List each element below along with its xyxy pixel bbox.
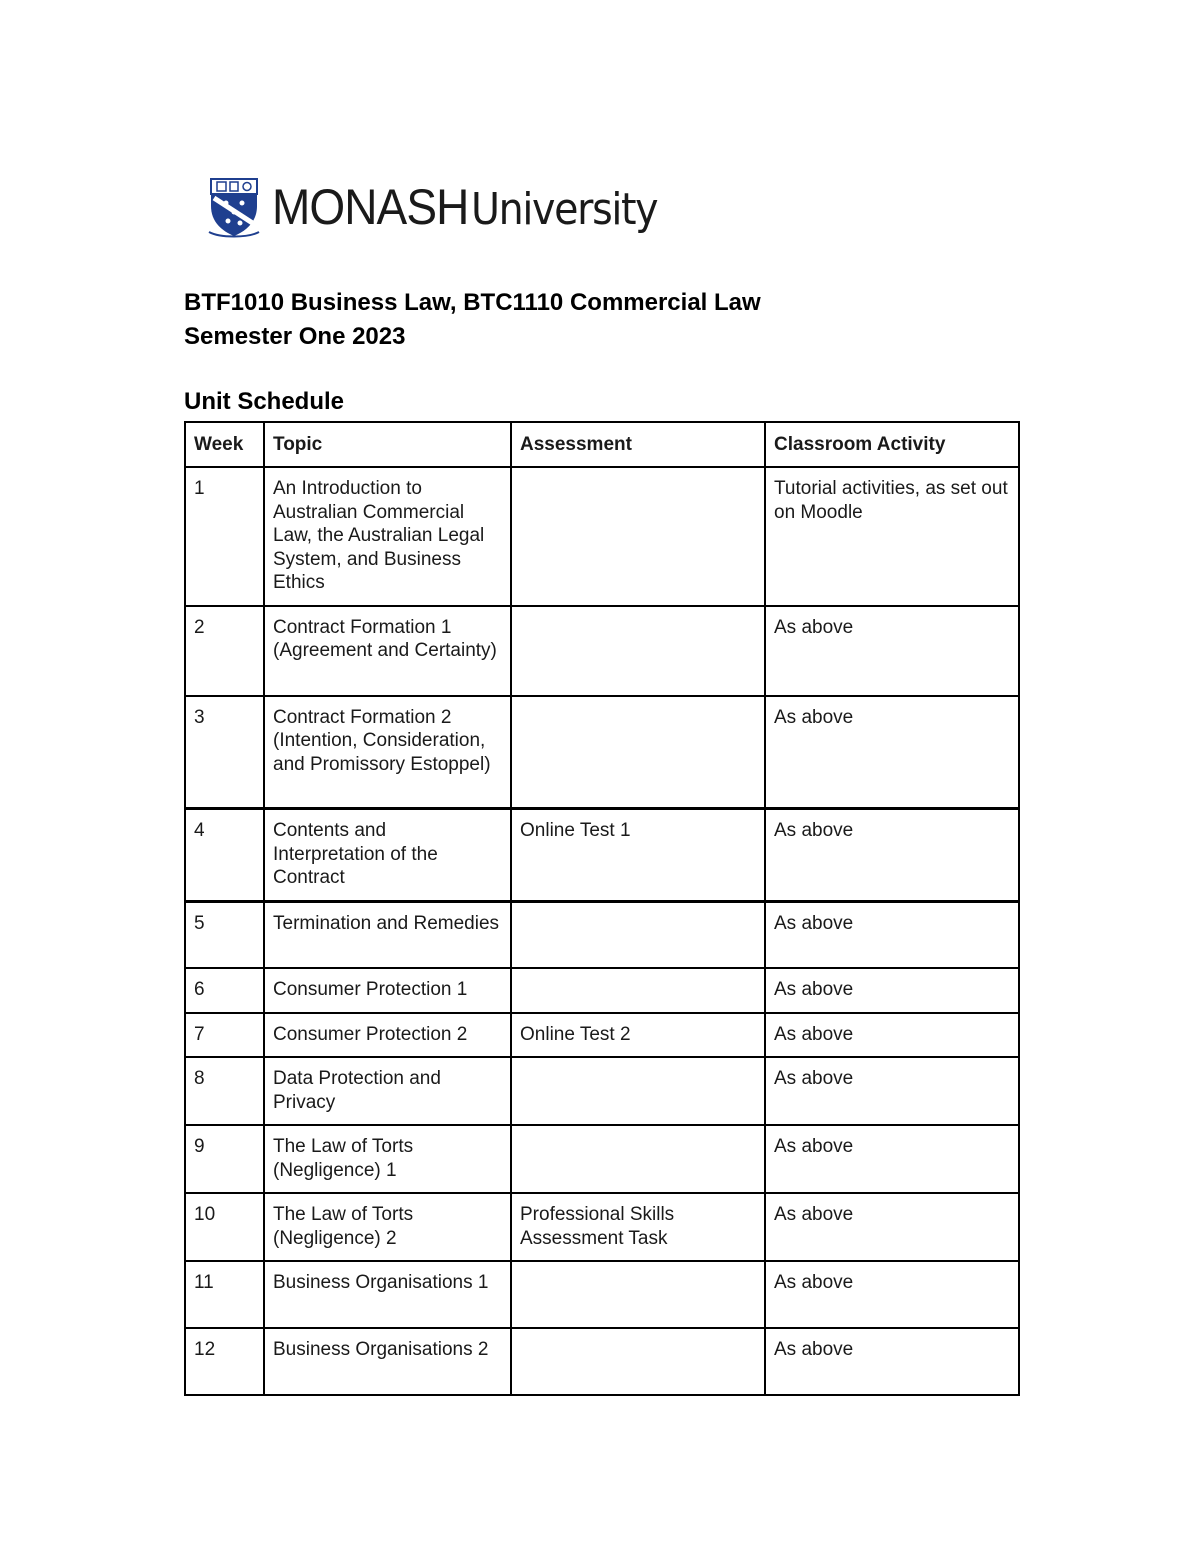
cell-assessment (511, 467, 765, 606)
table-row (185, 696, 1019, 809)
cell-topic: An Introduction to Australian Commercial Law, the Australian Legal System, and Business Ethics (264, 467, 511, 606)
table-row (185, 1328, 1019, 1395)
cell-week: 5 (185, 901, 264, 968)
table-row (185, 467, 1019, 606)
semester-subtitle: Semester One 2023 (184, 323, 406, 350)
cell-assessment (511, 1125, 765, 1193)
header-classroom-activity: Classroom Activity (765, 422, 1019, 467)
cell-assessment: Online Test 1 (511, 809, 765, 902)
cell-assessment (511, 1328, 765, 1395)
cell-activity: As above (765, 1057, 1019, 1125)
cell-topic: Consumer Protection 2 (264, 1013, 511, 1058)
logo-wordmark-monash: MONASH (272, 179, 469, 235)
cell-topic: Contract Formation 2 (Intention, Consideration, and Promissory Estoppel) (264, 696, 511, 809)
cell-activity: As above (765, 1261, 1019, 1328)
cell-week: 7 (185, 1013, 264, 1058)
document-title (184, 286, 761, 354)
cell-assessment: Online Test 2 (511, 1013, 765, 1058)
cell-week: 6 (185, 968, 264, 1013)
header-week: Week (185, 422, 264, 467)
logo-wordmark (272, 179, 678, 235)
cell-week: 12 (185, 1328, 264, 1395)
cell-assessment (511, 901, 765, 968)
cell-topic: Contract Formation 1 (Agreement and Certainty) (264, 606, 511, 696)
cell-week: 4 (185, 809, 264, 902)
cell-assessment (511, 1057, 765, 1125)
header-assessment: Assessment (511, 422, 765, 467)
cell-topic: Termination and Remedies (264, 901, 511, 968)
university-crest-icon (208, 176, 260, 238)
cell-assessment (511, 696, 765, 809)
cell-activity: As above (765, 1125, 1019, 1193)
cell-week: 8 (185, 1057, 264, 1125)
cell-assessment (511, 968, 765, 1013)
cell-week: 9 (185, 1125, 264, 1193)
cell-activity: As above (765, 606, 1019, 696)
cell-topic: Consumer Protection 1 (264, 968, 511, 1013)
table-row (185, 1125, 1019, 1193)
cell-topic: Contents and Interpretation of the Contract (264, 809, 511, 902)
cell-topic: Business Organisations 1 (264, 1261, 511, 1328)
cell-week: 1 (185, 467, 264, 606)
cell-week: 11 (185, 1261, 264, 1328)
unit-codes-title: BTF1010 Business Law, BTC1110 Commercial Law (184, 289, 761, 316)
cell-week: 2 (185, 606, 264, 696)
cell-activity: As above (765, 901, 1019, 968)
table-row (185, 1261, 1019, 1328)
cell-topic: The Law of Torts (Negligence) 1 (264, 1125, 511, 1193)
cell-assessment: Professional Skills Assessment Task (511, 1193, 765, 1261)
cell-activity: As above (765, 1328, 1019, 1395)
cell-activity: As above (765, 809, 1019, 902)
unit-schedule-heading: Unit Schedule (184, 388, 345, 415)
table-row (185, 606, 1019, 696)
table-row (185, 1193, 1019, 1261)
cell-topic: Business Organisations 2 (264, 1328, 511, 1395)
table-row (185, 809, 1019, 902)
monash-university-logo (208, 176, 678, 238)
cell-activity: As above (765, 1193, 1019, 1261)
header-topic: Topic (264, 422, 511, 467)
table-header-row (185, 422, 1019, 467)
cell-week: 10 (185, 1193, 264, 1261)
unit-schedule-table (184, 421, 1020, 1396)
cell-activity: Tutorial activities, as set out on Moodle (765, 467, 1019, 606)
cell-assessment (511, 606, 765, 696)
cell-activity: As above (765, 696, 1019, 809)
cell-activity: As above (765, 1013, 1019, 1058)
table-row (185, 901, 1019, 968)
cell-topic: Data Protection and Privacy (264, 1057, 511, 1125)
cell-topic: The Law of Torts (Negligence) 2 (264, 1193, 511, 1261)
table-row (185, 1057, 1019, 1125)
cell-week: 3 (185, 696, 264, 809)
logo-wordmark-university: University (471, 184, 658, 235)
table-row (185, 968, 1019, 1013)
cell-activity: As above (765, 968, 1019, 1013)
table-row (185, 1013, 1019, 1058)
cell-assessment (511, 1261, 765, 1328)
